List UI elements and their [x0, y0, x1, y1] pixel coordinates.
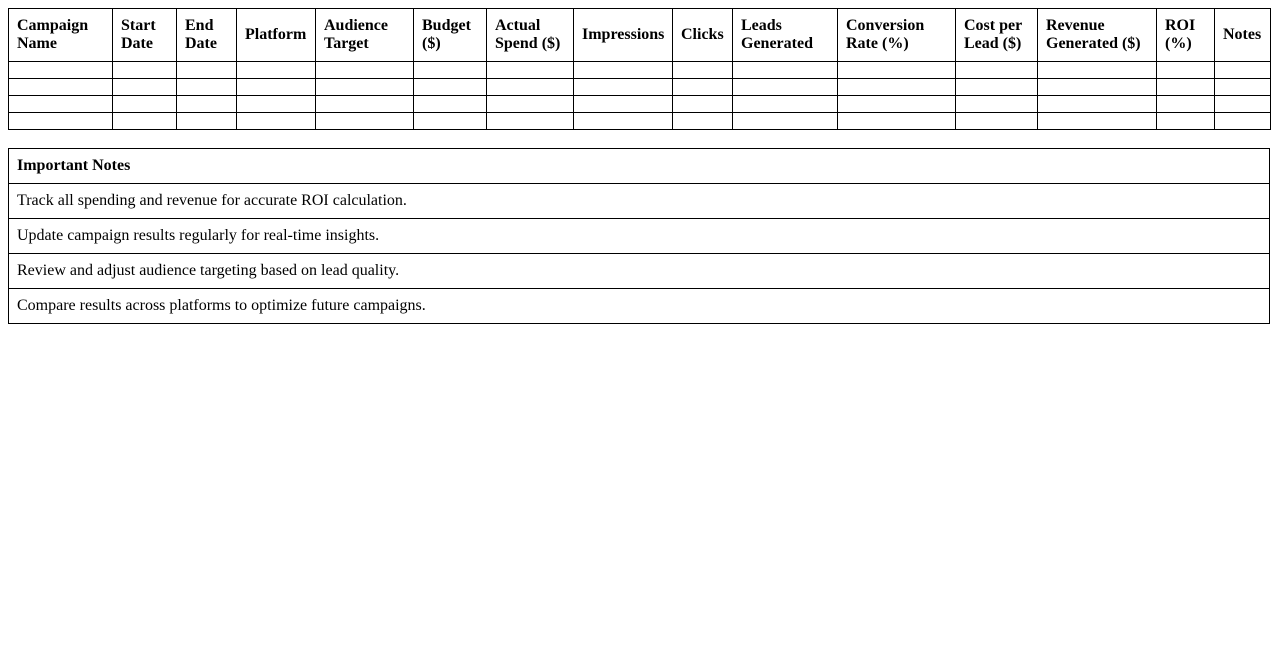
- table-cell[interactable]: [838, 62, 956, 79]
- table-cell[interactable]: [237, 79, 316, 96]
- table-row: [9, 62, 1271, 79]
- table-row: [9, 79, 1271, 96]
- table-cell[interactable]: [1157, 113, 1215, 130]
- table-cell[interactable]: [956, 96, 1038, 113]
- table-cell[interactable]: [414, 113, 487, 130]
- table-cell[interactable]: [113, 62, 177, 79]
- table-cell[interactable]: [838, 96, 956, 113]
- table-cell[interactable]: [9, 62, 113, 79]
- page: [0, 0, 1278, 324]
- table-cell[interactable]: [316, 113, 414, 130]
- column-header-campaign-name: Campaign Name: [9, 9, 113, 62]
- table-cell[interactable]: [237, 96, 316, 113]
- table-cell[interactable]: [316, 62, 414, 79]
- table-cell[interactable]: [956, 62, 1038, 79]
- table-cell[interactable]: [113, 96, 177, 113]
- table-cell[interactable]: [1215, 96, 1271, 113]
- table-cell[interactable]: [414, 62, 487, 79]
- table-cell[interactable]: [733, 79, 838, 96]
- column-header-revenue-generated: Revenue Generated ($): [1038, 9, 1157, 62]
- note-item: Update campaign results regularly for real-time insights.: [9, 219, 1270, 254]
- table-cell[interactable]: [113, 113, 177, 130]
- table-cell[interactable]: [956, 113, 1038, 130]
- table-cell[interactable]: [1038, 113, 1157, 130]
- column-header-roi: ROI (%): [1157, 9, 1215, 62]
- table-cell[interactable]: [414, 96, 487, 113]
- column-header-start-date: Start Date: [113, 9, 177, 62]
- table-cell[interactable]: [487, 62, 574, 79]
- table-cell[interactable]: [574, 96, 673, 113]
- column-header-cost-per-lead: Cost per Lead ($): [956, 9, 1038, 62]
- table-cell[interactable]: [1215, 79, 1271, 96]
- important-notes-table: [8, 148, 1270, 324]
- table-cell[interactable]: [1038, 62, 1157, 79]
- table-cell[interactable]: [956, 79, 1038, 96]
- table-cell[interactable]: [733, 62, 838, 79]
- table-cell[interactable]: [838, 79, 956, 96]
- table-cell[interactable]: [177, 62, 237, 79]
- table-cell[interactable]: [838, 113, 956, 130]
- table-cell[interactable]: [1038, 96, 1157, 113]
- table-cell[interactable]: [177, 79, 237, 96]
- column-header-impressions: Impressions: [574, 9, 673, 62]
- table-cell[interactable]: [733, 96, 838, 113]
- table-row: [9, 113, 1271, 130]
- table-cell[interactable]: [487, 79, 574, 96]
- table-cell[interactable]: [574, 113, 673, 130]
- column-header-audience-target: Audience Target: [316, 9, 414, 62]
- table-cell[interactable]: [487, 96, 574, 113]
- table-cell[interactable]: [673, 96, 733, 113]
- table-cell[interactable]: [177, 96, 237, 113]
- table-cell[interactable]: [1157, 96, 1215, 113]
- column-header-budget: Budget ($): [414, 9, 487, 62]
- table-cell[interactable]: [9, 79, 113, 96]
- table-cell[interactable]: [733, 113, 838, 130]
- table-cell[interactable]: [1215, 62, 1271, 79]
- table-cell[interactable]: [574, 79, 673, 96]
- campaign-tracker-table: [8, 8, 1271, 130]
- column-header-platform: Platform: [237, 9, 316, 62]
- table-cell[interactable]: [237, 113, 316, 130]
- notes-row: [9, 289, 1270, 324]
- column-header-end-date: End Date: [177, 9, 237, 62]
- table-cell[interactable]: [414, 79, 487, 96]
- table-cell[interactable]: [177, 113, 237, 130]
- notes-title: Important Notes: [9, 149, 1270, 184]
- notes-row: [9, 254, 1270, 289]
- notes-row: [9, 219, 1270, 254]
- column-header-notes: Notes: [1215, 9, 1271, 62]
- table-cell[interactable]: [1157, 62, 1215, 79]
- column-header-actual-spend: Actual Spend ($): [487, 9, 574, 62]
- table-row: [9, 96, 1271, 113]
- table-cell[interactable]: [673, 79, 733, 96]
- table-cell[interactable]: [316, 79, 414, 96]
- table-cell[interactable]: [237, 62, 316, 79]
- table-cell[interactable]: [9, 96, 113, 113]
- table-cell[interactable]: [9, 113, 113, 130]
- note-item: Review and adjust audience targeting based on lead quality.: [9, 254, 1270, 289]
- table-cell[interactable]: [673, 113, 733, 130]
- table-cell[interactable]: [1157, 79, 1215, 96]
- column-header-leads-generated: Leads Generated: [733, 9, 838, 62]
- column-header-clicks: Clicks: [673, 9, 733, 62]
- table-cell[interactable]: [1215, 113, 1271, 130]
- table-cell[interactable]: [1038, 79, 1157, 96]
- column-header-conversion-rate: Conversion Rate (%): [838, 9, 956, 62]
- notes-header-row: [9, 149, 1270, 184]
- table-header-row: [9, 9, 1271, 62]
- table-cell[interactable]: [487, 113, 574, 130]
- table-cell[interactable]: [316, 96, 414, 113]
- note-item: Track all spending and revenue for accurate ROI calculation.: [9, 184, 1270, 219]
- table-cell[interactable]: [673, 62, 733, 79]
- note-item: Compare results across platforms to optimize future campaigns.: [9, 289, 1270, 324]
- table-cell[interactable]: [113, 79, 177, 96]
- notes-row: [9, 184, 1270, 219]
- table-cell[interactable]: [574, 62, 673, 79]
